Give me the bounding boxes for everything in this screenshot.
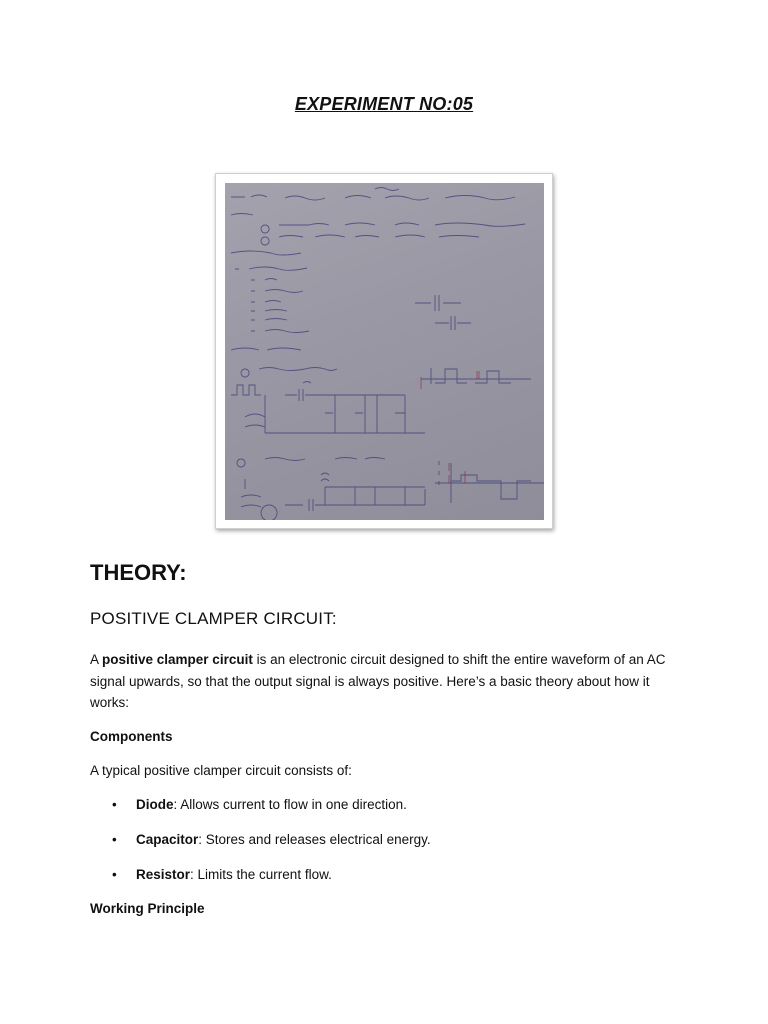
intro-paragraph [90, 649, 690, 714]
working-principle-heading: Working Principle [90, 901, 205, 916]
bullet-icon: • [112, 797, 117, 812]
list-item [112, 797, 407, 812]
photo-image [225, 183, 544, 520]
component-desc: : Stores and releases electrical energy. [198, 832, 431, 847]
component-term: Capacitor [136, 832, 199, 847]
handwritten-notes-photo [215, 173, 553, 529]
components-intro: A typical positive clamper circuit consists of: [90, 763, 352, 778]
handwriting-sketch [225, 183, 544, 520]
positive-clamper-heading: POSITIVE CLAMPER CIRCUIT: [90, 609, 337, 628]
component-term: Diode [136, 797, 174, 812]
page-title: EXPERIMENT NO:05 [294, 94, 474, 114]
intro-rest: is an electronic circuit designed to shift the entire waveform of an AC signal upwards, so that the output signal is always positive. Here’s a basic theory about how it works: [90, 652, 666, 710]
component-desc: : Limits the current flow. [190, 867, 332, 882]
components-heading: Components [90, 729, 173, 744]
bullet-icon: • [112, 832, 117, 847]
intro-prefix: A [90, 652, 103, 667]
list-item [112, 832, 431, 847]
list-item [112, 867, 332, 882]
theory-heading: THEORY: [90, 560, 187, 585]
component-desc: : Allows current to flow in one direction. [173, 797, 407, 812]
component-term: Resistor [136, 867, 191, 882]
intro-bold-term: positive clamper circuit [102, 652, 253, 667]
bullet-icon: • [112, 867, 117, 882]
